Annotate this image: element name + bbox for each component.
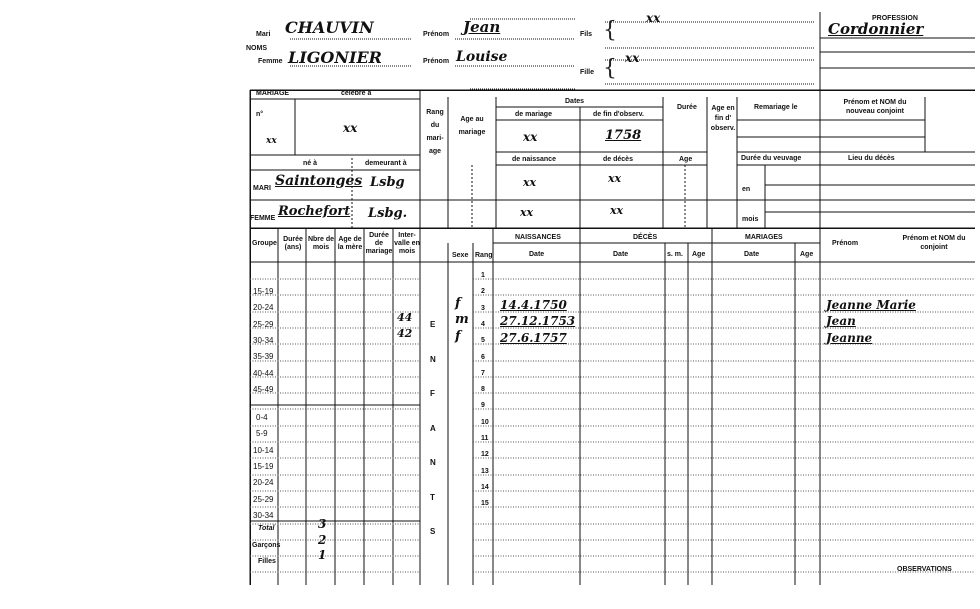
group-label: 40-44 xyxy=(253,368,274,378)
age-deces-label: Age xyxy=(679,156,693,163)
femme-prenom: Louise xyxy=(456,49,508,65)
mari-label: Mari xyxy=(256,31,271,38)
nouveau-conjoint-label: Prénom et NOM du nouveau conjoint xyxy=(843,99,907,115)
en-label: en xyxy=(742,186,751,193)
col-duree-mariage: Durée de mariage xyxy=(365,232,393,255)
n-value: xx xyxy=(266,136,277,146)
col-groupe: Groupe xyxy=(252,240,277,247)
duree-label: Durée xyxy=(677,104,697,111)
rang-number: 9 xyxy=(481,402,485,410)
deces-age-label: Age xyxy=(692,251,706,258)
femme-deces-value: xx xyxy=(610,204,624,217)
rang-number: 8 xyxy=(481,386,485,394)
sm-label: s. m. xyxy=(667,251,683,258)
col-intervalle: Inter- valle en mois xyxy=(394,232,420,255)
child-sexe: m xyxy=(455,312,469,328)
n-label: n° xyxy=(256,111,264,118)
side-letter-enfants: E xyxy=(430,320,436,329)
remariage-label: Remariage le xyxy=(754,104,798,111)
age-fin-label: Age en fin d' observ. xyxy=(710,105,736,132)
prenom-mari-label: Prénom xyxy=(423,31,450,38)
dates-label: Dates xyxy=(565,98,585,105)
mari-deces-value: xx xyxy=(608,172,622,185)
group-label: 15-19 xyxy=(253,461,274,471)
date-mariage-value: xx xyxy=(523,130,538,144)
femme-demeurant-value: Lsbg. xyxy=(368,206,408,221)
mois-label: mois xyxy=(742,216,759,223)
celebre-label: célébré à xyxy=(341,90,372,97)
rang-number: 1 xyxy=(481,272,485,279)
child-birth-date: 27.12.1753 xyxy=(500,314,576,329)
fille-brace-icon: { xyxy=(603,56,617,81)
group-label: 25-29 xyxy=(253,494,274,504)
col-rang: Rang xyxy=(475,252,493,259)
group-label: 30-34 xyxy=(253,510,274,520)
mari-naissance-value: xx xyxy=(523,176,537,189)
rang-number: 3 xyxy=(481,304,485,312)
mariages-label: MARIAGES xyxy=(745,234,783,241)
side-letter-enfants: N xyxy=(430,458,436,467)
duree-veuvage-label: Durée du veuvage xyxy=(741,155,802,162)
col-duree-ans: Durée (ans) xyxy=(283,236,303,251)
mari-demeurant-value: Lsbg xyxy=(370,175,405,190)
rang-number: 6 xyxy=(481,353,485,361)
rang-number: 12 xyxy=(481,451,489,459)
mari-row-label: MARI xyxy=(253,185,271,192)
total-value: 3 xyxy=(318,517,327,531)
child-birth-date: 27.6.1757 xyxy=(500,330,567,345)
mariage-label: MARIAGE xyxy=(256,90,290,97)
fils-label: Fils xyxy=(580,31,593,38)
prenom-femme-label: Prénom xyxy=(423,58,450,65)
de-mariage-label: de mariage xyxy=(515,111,552,118)
child-sexe: f xyxy=(455,296,461,311)
prenom-col-label: Prénom xyxy=(832,240,859,247)
child-birth-date: 14.4.1750 xyxy=(500,298,567,312)
child-prenom: Jeanne xyxy=(826,330,873,345)
femme-name: LIGONIER xyxy=(288,48,382,67)
side-letter-enfants: N xyxy=(430,354,436,364)
rang-number: 4 xyxy=(481,320,485,328)
filles-label: Filles xyxy=(258,558,276,565)
child-prenom: Jean xyxy=(826,314,856,329)
rang-number: 5 xyxy=(481,337,485,345)
side-letter-enfants: T xyxy=(430,492,435,502)
rang-number: 14 xyxy=(481,483,489,491)
rang-number: 10 xyxy=(481,418,489,426)
mariages-date-label: Date xyxy=(744,251,760,258)
profession-label: PROFESSION xyxy=(872,15,918,22)
side-letter-enfants: A xyxy=(430,423,436,433)
fils-mark: xx xyxy=(646,11,661,25)
naissances-date-label: Date xyxy=(529,251,545,258)
garcons-label: Garçons xyxy=(252,542,281,549)
filles-value: 1 xyxy=(318,548,327,562)
child-sexe: f xyxy=(455,328,461,344)
col-age-mere: Age de la mère xyxy=(337,236,363,251)
de-naissance-label: de naissance xyxy=(512,156,556,163)
intervalle-value: 44 xyxy=(397,311,413,324)
femme-ne-value: Rochefort xyxy=(278,204,351,219)
total-label: Total xyxy=(258,525,275,532)
mari-name: CHAUVIN xyxy=(285,18,374,37)
deces-date-label: Date xyxy=(613,251,629,258)
rang-mariage-label: Rang du mari- age xyxy=(426,109,444,155)
group-label: 20-24 xyxy=(253,478,274,488)
rang-number: 11 xyxy=(481,435,489,442)
deces-label: DÉCÈS xyxy=(633,234,658,241)
celebre-value: xx xyxy=(343,121,358,135)
col-sexe: Sexe xyxy=(452,252,469,259)
fille-label: Fille xyxy=(580,69,595,76)
intervalle-value: 42 xyxy=(397,327,413,341)
mari-prenom: Jean xyxy=(463,18,501,36)
group-label: 45-49 xyxy=(253,384,274,394)
de-fin-label: de fin d'observ. xyxy=(593,111,644,118)
rang-number: 7 xyxy=(481,369,485,377)
fils-brace-icon: { xyxy=(603,18,617,43)
fille-mark: xx xyxy=(625,51,640,65)
mariages-age-label: Age xyxy=(800,251,814,258)
group-label: 15-19 xyxy=(253,287,274,296)
age-mariage-label: Age au mariage xyxy=(458,116,486,136)
ne-label: né à xyxy=(303,160,318,167)
naissances-label: NAISSANCES xyxy=(515,234,561,241)
side-letter-enfants: S xyxy=(430,527,436,536)
child-prenom: Jeanne Marie xyxy=(826,298,916,312)
de-deces-label: de décès xyxy=(603,156,633,163)
group-label: 10-14 xyxy=(253,445,274,455)
group-label: 0-4 xyxy=(256,413,268,422)
group-label: 35-39 xyxy=(253,352,274,362)
femme-label: Femme xyxy=(258,58,283,65)
femme-naissance-value: xx xyxy=(520,206,534,219)
side-letter-enfants: F xyxy=(430,389,435,398)
group-label: 30-34 xyxy=(253,335,274,345)
profession-value: Cordonnier xyxy=(828,20,924,38)
rang-number: 13 xyxy=(481,467,489,475)
group-label: 5-9 xyxy=(256,429,268,439)
conjoint-col-label: Prénom et NOM du conjoint xyxy=(902,235,966,251)
group-label: 25-29 xyxy=(253,319,274,329)
garcons-value: 2 xyxy=(318,533,327,547)
femme-row-label: FEMME xyxy=(250,215,276,222)
rang-number: 2 xyxy=(481,288,485,296)
date-fin-value: 1758 xyxy=(605,128,642,143)
observations-label: OBSERVATIONS xyxy=(897,566,952,573)
rang-number: 15 xyxy=(481,500,489,508)
noms-label: NOMS xyxy=(246,45,267,52)
group-label: 20-24 xyxy=(253,303,274,313)
lieu-deces-label: Lieu du décès xyxy=(848,155,895,162)
col-nbre-mois: Nbre de mois xyxy=(307,236,335,251)
mari-ne-value: Saintonges xyxy=(275,173,363,189)
demeurant-label: demeurant à xyxy=(365,160,407,167)
